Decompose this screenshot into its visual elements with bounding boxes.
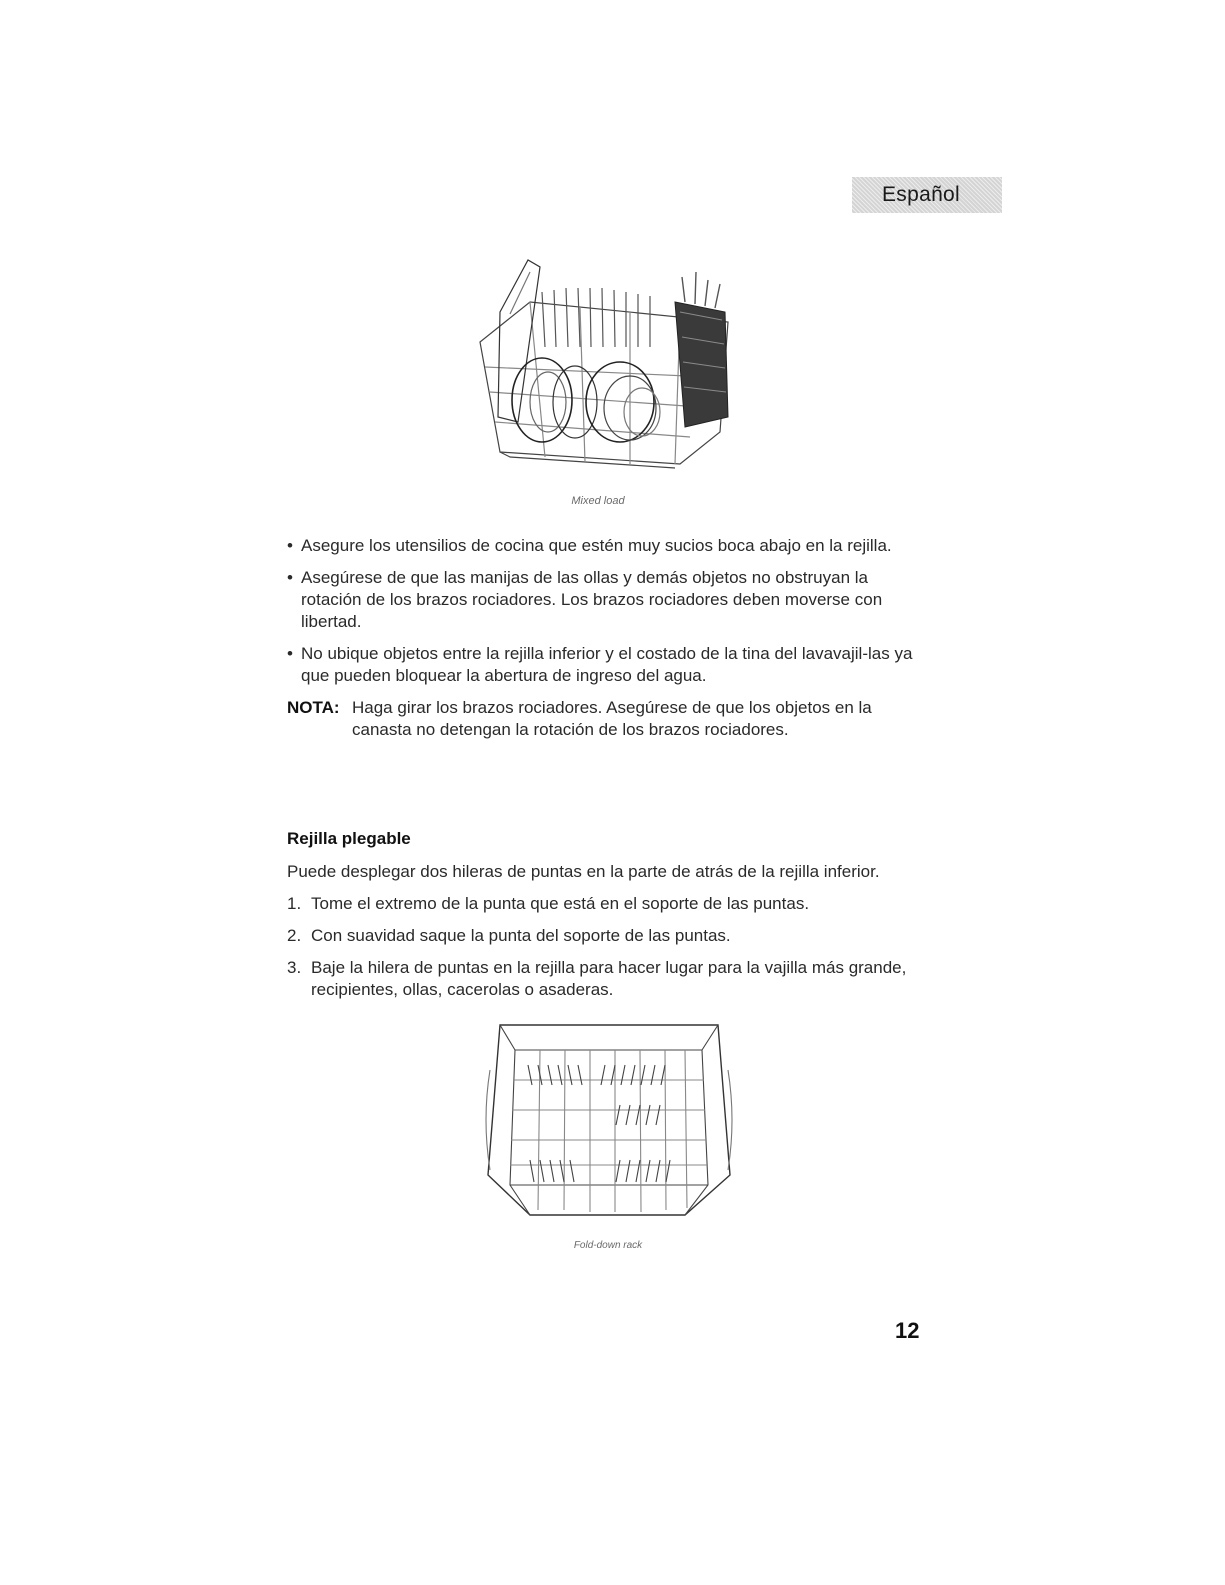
- step-item: [287, 957, 932, 1001]
- step-item: [287, 925, 932, 947]
- list-item: • Asegúrese de que las manijas de las ollas y demás objetos no obstruyan la rotación de los brazos rociadores. Los brazos rociadores deben moverse con libertad.: [287, 567, 932, 633]
- dish-rack-empty-icon: [480, 1010, 738, 1220]
- section-title: Rejilla plegable: [287, 829, 411, 848]
- list-item: • No ubique objetos entre la rejilla inferior y el costado de la tina del lavavajil-las ya que pueden bloquear la abertura de ingreso del agua.: [287, 643, 932, 687]
- note-text: Haga girar los brazos rociadores. Asegúrese de que los objetos en la canasta no detengan la rotación de los brazos rociadores.: [352, 698, 872, 739]
- mixed-load-caption: Mixed load: [571, 495, 625, 507]
- language-tab: [852, 177, 1002, 213]
- note-label: NOTA:: [287, 698, 340, 717]
- note-block: [287, 697, 932, 741]
- step-item: [287, 893, 932, 915]
- step-text: Con suavidad saque la punta del soporte de las puntas.: [311, 926, 731, 945]
- step-text: Tome el extremo de la punta que está en el soporte de las puntas.: [311, 894, 810, 913]
- language-tab-label: Español: [882, 183, 960, 206]
- mixed-load-illustration: [470, 252, 738, 470]
- fold-down-rack-illustration: [480, 1010, 738, 1220]
- step-text: Baje la hilera de puntas en la rejilla para hacer lugar para la vajilla más grande, recipientes, ollas, cacerolas o asaderas.: [311, 958, 907, 999]
- dish-rack-mixed-icon: [470, 252, 738, 470]
- section-intro: Puede desplegar dos hileras de puntas en la parte de atrás de la rejilla inferior.: [287, 862, 880, 881]
- fold-down-rack-caption: Fold-down rack: [573, 1240, 643, 1251]
- list-item: • Asegure los utensilios de cocina que estén muy sucios boca abajo en la rejilla.: [287, 535, 932, 557]
- step-number: 3.: [287, 958, 302, 977]
- fold-down-rack-section: [287, 828, 932, 1011]
- page-number: 12: [895, 1318, 920, 1343]
- step-number: 1.: [287, 894, 302, 913]
- step-number: 2.: [287, 926, 302, 945]
- loading-tips: [287, 535, 932, 741]
